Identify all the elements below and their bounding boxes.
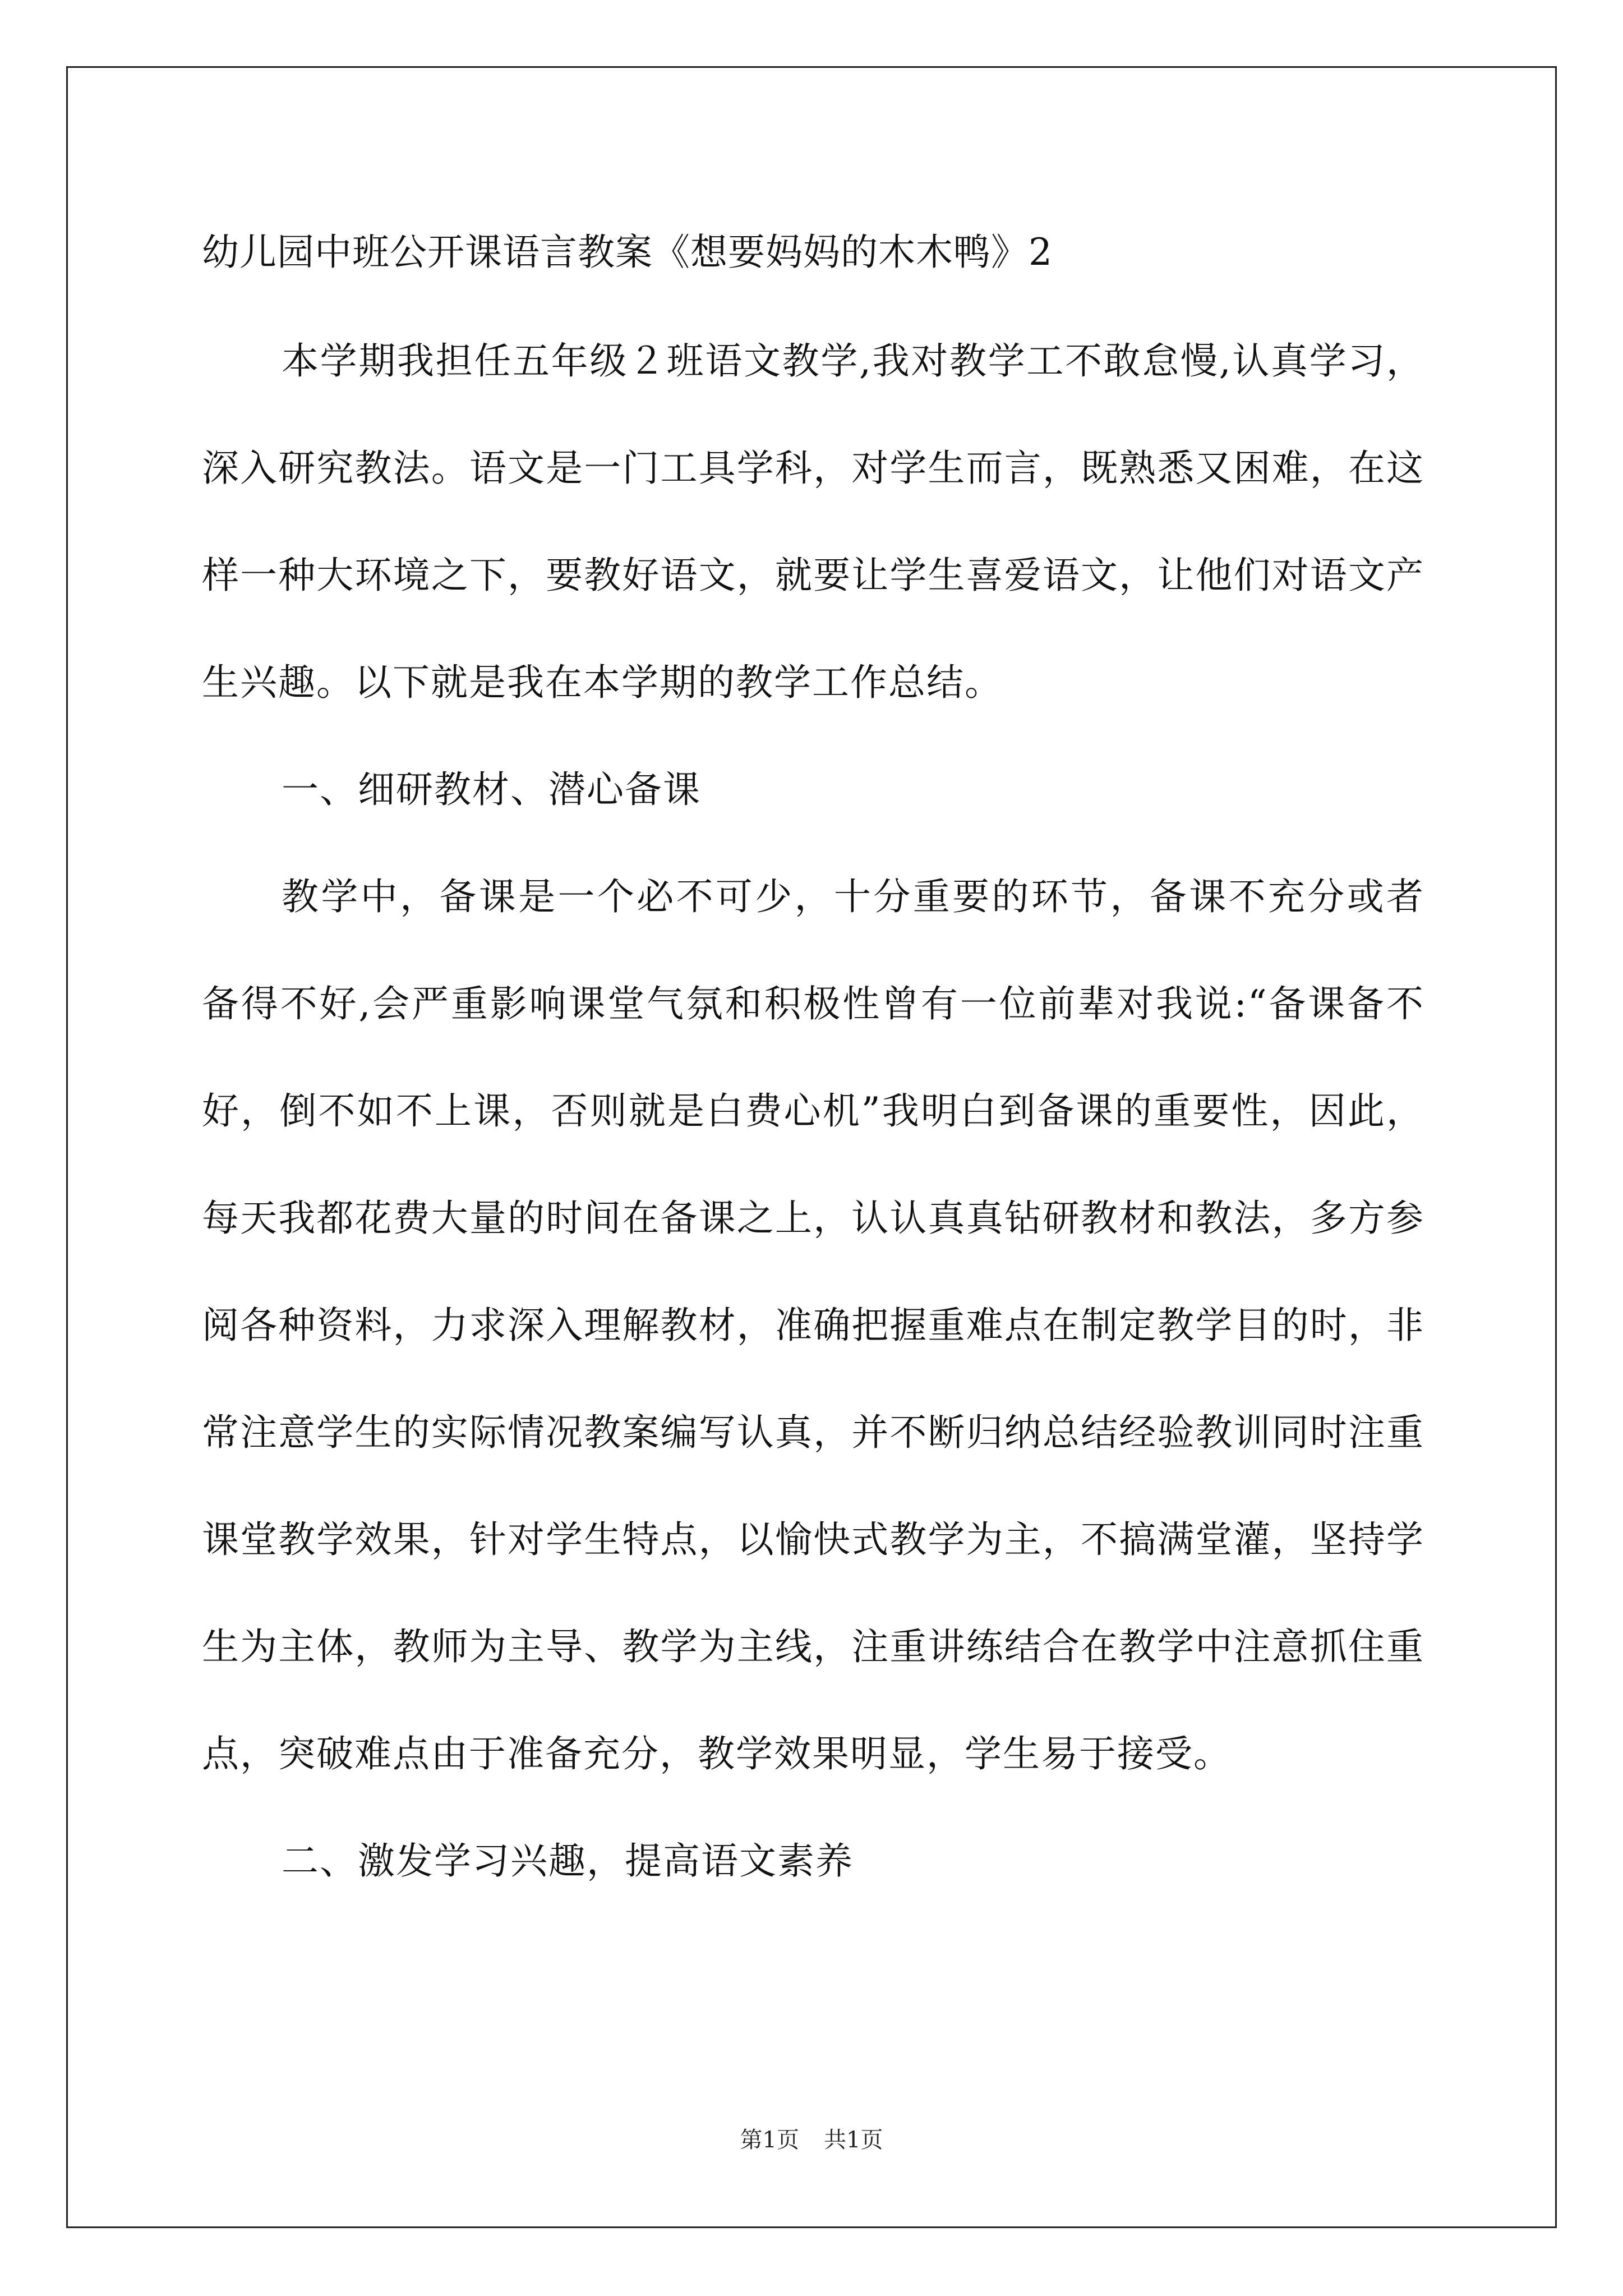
section-1-paragraph: 教学中，备课是一个必不可少，十分重要的环节，备课不充分或者备得不好,会严重影响课堂气氛和积极性曾有一位前辈对我说:“备课备不好，倒不如不上课，否则就是白费心机”我明白到备课的重要性，因此，每天我都花费大量的时间在备课之上，认认真真钻研教材和教法，多方参阅各种资料，力求深入理解教材，准确把握重难点在制定教学目的时，非常注意学生的实际情况教案编写认真，并不断归纳总结经验教训同时注重课堂教学效果，针对学生特点，以愉快式教学为主，不搞满堂灌，坚持学生为主体，教师为主导、教学为主线，注重讲练结合在教学中注意抓住重点，突破难点由于准备充分，教学效果明显，学生易于接受。 (202, 875, 1424, 1775)
section-2-heading: 二、激发学习兴趣，提高语文素养 (282, 1839, 854, 1883)
section-1-heading: 一、细研教材、潜心备课 (282, 768, 701, 811)
page-total: 共1页 (824, 2127, 883, 2153)
document-title: 幼儿园中班公开课语言教案《想要妈妈的木木鸭》2 (202, 231, 1053, 274)
page-footer (0, 2126, 1623, 2154)
document-body (202, 219, 1424, 1915)
intro-paragraph: 本学期我担任五年级２班语文教学,我对教学工不敢怠慢,认真学习，深入研究教法。语文是一门工具学科，对学生而言，既熟悉又困难，在这样一种大环境之下，要教好语文，就要让学生喜爱语文，让他们对语文产生兴趣。以下就是我在本学期的教学工作总结。 (202, 339, 1424, 704)
page-number: 第1页 (740, 2127, 799, 2153)
